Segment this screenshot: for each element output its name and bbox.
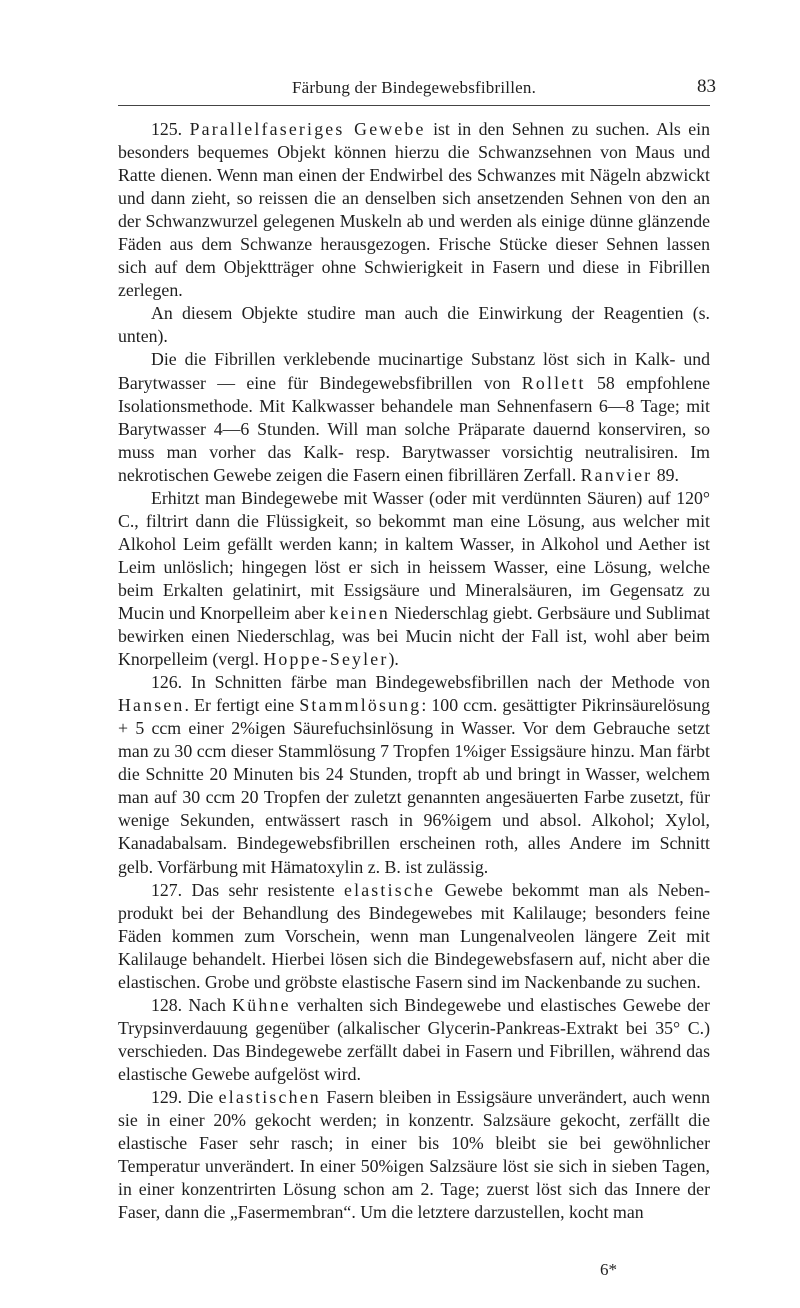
page-number: 83 xyxy=(697,76,716,97)
paragraph-text: Gewebe bekommt man als Nebenprodukt bei der Behandlung des Bindegewebes mit Kalilauge; besonders feine Fäden kommen zum Vorschein, wenn man Lungenalveolen längere Zeit mit Kalilauge behandelt. Hierbei lösen sich die Bindegewebsfasern auf, nicht aber die elastischen. Grobe und gröbste elastische Fasern sind im Nackenbande zu suchen. xyxy=(118,879,710,992)
running-title: Färbung der Bindegewebsfibrillen. xyxy=(291,78,537,97)
paragraph-text: An diesem Objekte studire man auch die Einwirkung der Reagentien (s. unten). xyxy=(118,303,710,347)
paragraph-126 xyxy=(118,671,710,878)
section-number: 129. xyxy=(151,1086,183,1107)
paragraph-text: 58 empfohlene Isolationsmethode. Mit Kalkwasser behandele man Sehnenfasern 6—8 Tage; mit Barytwasser 4—6 Stunden. Will man solche Präparate dauernd konserviren, so muss man vorher das Kalk- resp. Barytwasser vorsichtig neutralisiren. Im nekrotischen Gewebe zeigen die Fasern einen fibrillären Zerfall. xyxy=(118,372,710,485)
paragraph-reagents xyxy=(118,302,710,348)
paragraph-text: Niederschlag giebt. Gerbsäure und Sublimat bewirken einen Niederschlag, was bei Mucin nicht der Fall ist, wohl aber beim Knorpelleim (vergl. xyxy=(118,602,710,670)
paragraph-text: Erhitzt man Bindegewebe mit Wasser (oder mit verdünnten Säuren) auf 120° C., filtrirt dann die Flüssigkeit, so bekommt man eine Lösung, aus welcher mit Alkohol Leim gefällt werden kann; in kaltem Wasser, in Alkohol und Aether ist Leim unlöslich; hingegen löst er sich in heissem Wasser, eine Lösung, welche beim Erkalten gelatinirt, mit Essigsäure und Mineralsäuren, im Gegensatz zu Mucin und Knorpelleim aber xyxy=(118,487,710,623)
paragraph-text: verhalten sich Bindegewebe und elastisches Gewebe der Trypsinverdauung gegenüber (alkalischer Glycerin-Pankreas-Extrakt bei 35° C.) verschieden. Das Bindegewebe zerfällt dabei in Fasern und Fibrillen, während das elastische Gewebe aufgelöst wird. xyxy=(118,994,710,1084)
body-text xyxy=(118,118,710,1224)
section-number: 125. xyxy=(151,119,183,139)
author-rollett: Rollett xyxy=(521,372,586,393)
author-hoppe-seyler: Hoppe-Seyler xyxy=(263,649,389,670)
page-header xyxy=(118,72,716,106)
paragraph-text: . Er fertigt eine xyxy=(184,695,300,716)
author-kuehne: Kühne xyxy=(232,994,291,1015)
paragraph-125 xyxy=(118,118,710,302)
author-ranvier: Ranvier xyxy=(580,464,653,485)
signature-mark: 6* xyxy=(600,1260,617,1279)
paragraph-128 xyxy=(118,994,710,1086)
paragraph-text: 89. xyxy=(652,464,679,485)
spaced-term: elastischen xyxy=(218,1086,321,1107)
paragraph-text: Fasern bleiben in Essigsäure unverändert, auch wenn sie in einer 20% gekocht werden; in konzentr. Salzsäure gekocht, zerfällt die elastische Faser sehr rasch; in einer bis 10% bleibt sie bei gewöhnlicher Temperatur unverändert. In einer 50%igen Salzsäure löst sie sich in sieben Tagen, in einer konzentrirten Lösung schon am 2. Tage; zuerst löst sich das Innere der Faser, dann die „Fasermembran“. Um die letztere darzustellen, kocht man xyxy=(118,1086,710,1223)
section-number: 126. xyxy=(151,672,183,693)
paragraph-leim xyxy=(118,487,710,671)
paragraph-text: Die xyxy=(182,1086,219,1107)
paragraph-text: : 100 ccm. gesättigter Pikrinsäurelösung + 5 ccm einer 2%igen Säurefuchsinlösung in Wasser. Vor dem Gebrauche setzt man zu 30 ccm dieser Stammlösung 7 Tropfen 1%iger Essigsäure hinzu. Man färbt die Schnitte 20 Minuten bis 24 Stunden, tropft ab und bringt in Wasser, welchem man auf 30 ccm 20 Tropfen der zuletzt genannten angesäuerten Farbe zusetzt, für wenige Sekunden, entwässert rasch in 96%igem und absol. Alkohol; Xylol, Kanadabalsam. Bindegewebsfibrillen erscheinen roth, alles Andere im Schnitt gelb. Vorfärbung mit Hämatoxylin z. B. ist zulässig. xyxy=(118,695,710,877)
header-rule xyxy=(118,105,710,106)
spaced-term: Parallelfaseriges Gewebe xyxy=(189,119,426,139)
spaced-term: Stammlösung xyxy=(299,695,422,716)
section-number: 128. xyxy=(151,994,183,1015)
paragraph-mucin xyxy=(118,348,710,486)
paragraph-text: ). xyxy=(388,649,399,670)
author-hansen: Hansen xyxy=(118,695,185,716)
paragraph-text: Nach xyxy=(182,994,233,1015)
paragraph-text: In Schnitten färbe man Bindegewebsfibrillen nach der Methode von xyxy=(182,672,710,693)
paragraph-text: ist in den Sehnen zu suchen. Als ein besonders bequemes Objekt können hierzu die Schwanzsehnen von Maus und Ratte dienen. Wenn man einen der Endwirbel des Schwanzes mit Nägeln abzwickt und dann zieht, so reissen die an denselben sich ansetzenden Sehnen von den an der Schwanzwurzel gelegenen Muskeln ab und werden als einige dünne glänzende Fäden aus dem Schwanze herausgezogen. Frische Stücke dieser Sehnen lassen sich auf dem Objektträger ohne Schwierigkeit in Fasern und diese in Fibrillen zerlegen. xyxy=(118,119,710,301)
paragraph-129 xyxy=(118,1086,710,1224)
spaced-term: elastische xyxy=(343,879,436,900)
paragraph-text: Die die Fibrillen verklebende mucinartige Substanz löst sich in Kalk- und Barytwasser — eine für Bindegewebsfibrillen von xyxy=(118,349,710,393)
spaced-term: keinen xyxy=(329,602,390,623)
paragraph-127 xyxy=(118,879,710,994)
paragraph-text: Das sehr resistente xyxy=(182,879,344,900)
section-number: 127. xyxy=(151,879,183,900)
